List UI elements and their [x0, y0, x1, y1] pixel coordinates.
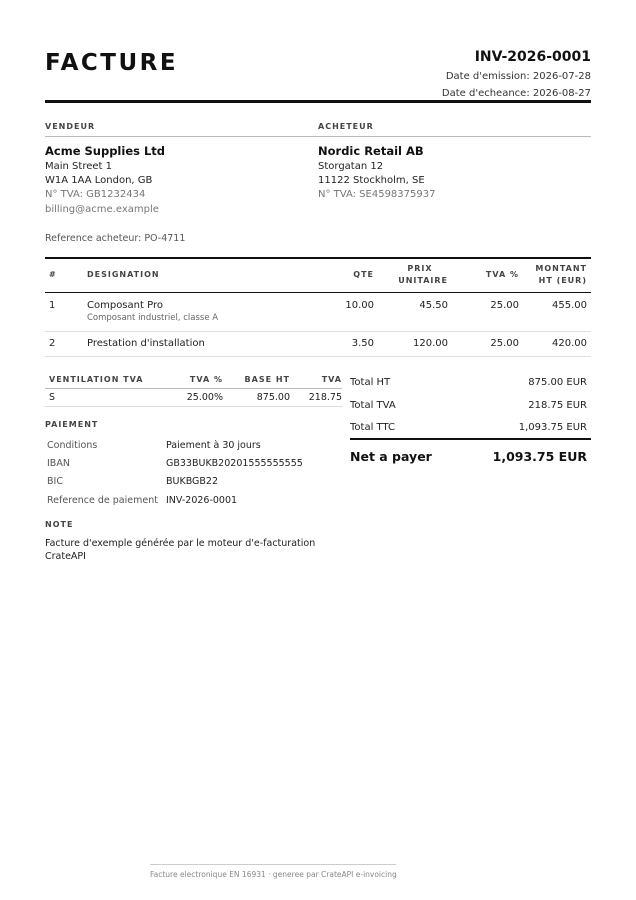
payment-heading: PAIEMENT — [45, 420, 99, 429]
seller-city: W1A 1AA London, GB — [45, 175, 153, 187]
item-description: Composant industriel, classe A — [87, 312, 219, 323]
totals-block — [350, 371, 591, 472]
bic-label: BIC — [47, 476, 63, 487]
vat-header-rate: TVA % — [145, 371, 223, 388]
seller-name: Acme Supplies Ltd — [45, 144, 166, 158]
vat-header-base: BASE HT — [223, 371, 290, 388]
col-header-amount-line2: HT (EUR) — [538, 276, 587, 286]
item-designation-cell — [87, 292, 319, 331]
total-ht-row — [350, 371, 591, 394]
payment-reference-value: INV-2026-0001 — [166, 495, 238, 506]
invoice-number: INV-2026-0001 — [474, 49, 591, 65]
seller-street: Main Street 1 — [45, 161, 112, 172]
buyer-heading: ACHETEUR — [318, 122, 591, 137]
payment-reference-label: Reference de paiement — [47, 495, 158, 506]
col-header-unit-price-line1: PRIX — [407, 264, 433, 274]
iban-value: GB33BUKB20201555555555 — [166, 458, 303, 469]
table-row — [45, 388, 342, 406]
seller-block — [45, 122, 318, 217]
table-row — [45, 292, 591, 331]
vat-header-category: VENTILATION TVA — [45, 371, 145, 388]
buyer-vat: N° TVA: SE4598375937 — [318, 189, 436, 201]
payment-bic-row — [45, 476, 218, 487]
total-ttc-label: Total TTC — [350, 422, 395, 433]
col-header-vat-rate: TVA % — [448, 258, 519, 292]
payment-conditions-row — [45, 440, 261, 451]
seller-heading: VENDEUR — [45, 122, 318, 137]
col-header-num: # — [45, 258, 87, 292]
item-vat-rate: 25.00 — [448, 331, 519, 356]
bic-value: BUKBGB22 — [166, 476, 219, 487]
due-date: Date d'echeance: 2026-08-27 — [441, 88, 591, 99]
item-qty: 10.00 — [319, 292, 374, 331]
invoice-page — [45, 0, 591, 900]
vat-header-vat: TVA — [290, 371, 342, 388]
buyer-name: Nordic Retail AB — [318, 144, 424, 158]
total-ttc-value: 1,093.75 EUR — [518, 422, 587, 433]
line-items-table — [45, 257, 591, 357]
vat-amount: 218.75 — [290, 388, 342, 406]
item-unit-price: 45.50 — [374, 292, 448, 331]
total-tva-value: 218.75 EUR — [528, 400, 587, 411]
payment-conditions-label: Conditions — [47, 440, 98, 451]
note-text: Facture d'exemple générée par le moteur d'e-facturation CrateAPI — [45, 538, 316, 562]
total-ht-value: 875.00 EUR — [528, 377, 587, 388]
buyer-reference: Reference acheteur: PO-4711 — [45, 233, 186, 244]
total-tva-row — [350, 394, 591, 417]
item-vat-rate: 25.00 — [448, 292, 519, 331]
item-unit-price: 120.00 — [374, 331, 448, 356]
col-header-amount-line1: MONTANT — [535, 264, 587, 274]
page-footer: Facture electronique EN 16931 · generee par CrateAPI e-invoicing — [150, 864, 396, 879]
vat-base: 875.00 — [223, 388, 290, 406]
col-header-qty: QTE — [319, 258, 374, 292]
issue-date: Date d'emission: 2026-07-28 — [445, 71, 591, 82]
note-heading: NOTE — [45, 520, 74, 529]
net-to-pay-row — [350, 440, 591, 472]
total-ttc-row — [350, 417, 591, 440]
seller-vat: N° TVA: GB1232434 — [45, 189, 146, 201]
table-row — [45, 331, 591, 356]
vat-breakdown-table — [45, 371, 342, 407]
total-tva-label: Total TVA — [350, 400, 396, 411]
document-title: FACTURE — [45, 50, 179, 76]
item-designation: Composant Pro — [87, 299, 163, 311]
vat-category: S — [45, 388, 145, 406]
item-amount: 420.00 — [519, 331, 591, 356]
vat-breakdown-header — [45, 371, 342, 388]
net-to-pay-value: 1,093.75 EUR — [492, 448, 587, 464]
buyer-block — [318, 122, 591, 203]
header-divider — [45, 100, 591, 103]
payment-reference-row — [45, 495, 237, 506]
payment-conditions-value: Paiement à 30 jours — [166, 440, 261, 451]
seller-email: billing@acme.example — [45, 203, 159, 215]
item-num: 1 — [45, 292, 87, 331]
payment-iban-row — [45, 458, 303, 469]
item-qty: 3.50 — [319, 331, 374, 356]
col-header-amount — [519, 258, 591, 292]
line-items-header — [45, 258, 591, 292]
vat-rate: 25.00% — [145, 388, 223, 406]
buyer-street: Storgatan 12 — [318, 161, 384, 172]
buyer-city: 11122 Stockholm, SE — [318, 175, 425, 187]
col-header-unit-price-line2: UNITAIRE — [398, 276, 448, 286]
item-designation: Prestation d'installation — [87, 337, 205, 349]
net-to-pay-label: Net a payer — [350, 448, 432, 464]
total-ht-label: Total HT — [350, 377, 391, 388]
item-num: 2 — [45, 331, 87, 356]
item-amount: 455.00 — [519, 292, 591, 331]
col-header-unit-price — [374, 258, 448, 292]
col-header-designation: DESIGNATION — [87, 258, 319, 292]
item-designation-cell — [87, 331, 319, 356]
iban-label: IBAN — [47, 458, 70, 469]
